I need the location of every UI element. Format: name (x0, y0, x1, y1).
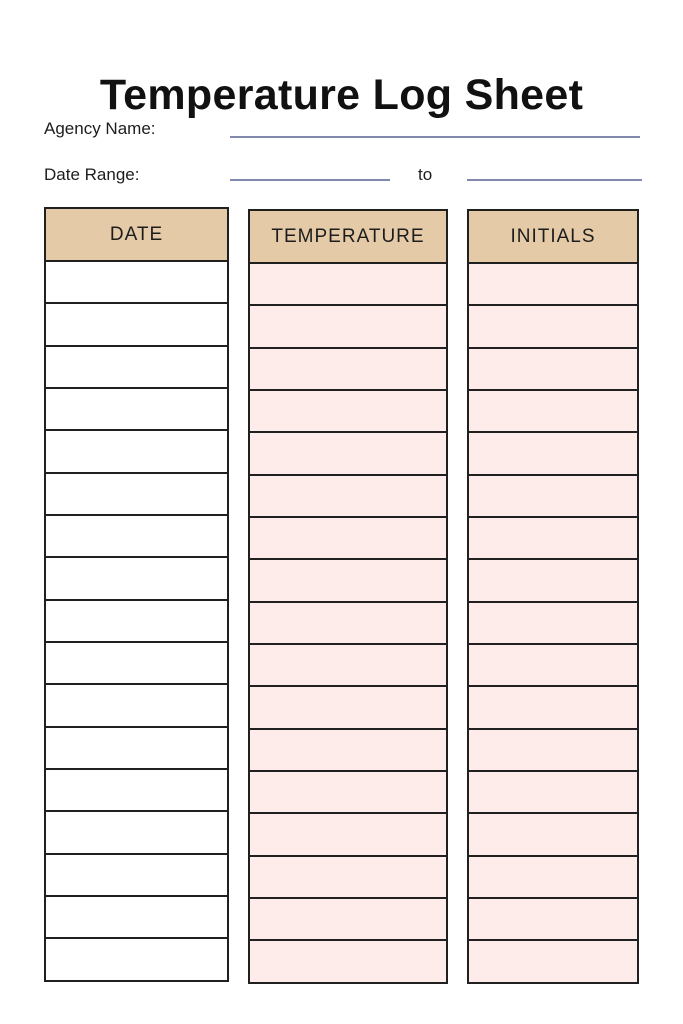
log-cell-date[interactable] (46, 345, 227, 387)
log-cell-date[interactable] (46, 810, 227, 852)
log-cell-date[interactable] (46, 895, 227, 937)
log-cell-date[interactable] (46, 726, 227, 768)
log-cell-initials[interactable] (469, 389, 637, 431)
log-cell-initials[interactable] (469, 347, 637, 389)
log-cell-initials[interactable] (469, 262, 637, 304)
log-cell-temperature[interactable] (250, 770, 446, 812)
date-range-label: Date Range: (44, 165, 140, 184)
log-cell-date[interactable] (46, 302, 227, 344)
log-cell-temperature[interactable] (250, 474, 446, 516)
log-cell-temperature[interactable] (250, 389, 446, 431)
agency-name-input-line[interactable] (230, 136, 640, 138)
log-column-date (44, 207, 229, 982)
log-cell-date[interactable] (46, 472, 227, 514)
log-column-temperature (248, 209, 448, 984)
column-header-initials: INITIALS (469, 211, 637, 262)
log-cell-initials[interactable] (469, 558, 637, 600)
log-cell-temperature[interactable] (250, 897, 446, 939)
log-cell-temperature[interactable] (250, 685, 446, 727)
log-cell-initials[interactable] (469, 304, 637, 346)
log-cell-temperature[interactable] (250, 601, 446, 643)
log-cell-date[interactable] (46, 937, 227, 979)
log-cell-date[interactable] (46, 556, 227, 598)
log-cell-initials[interactable] (469, 728, 637, 770)
log-cell-initials[interactable] (469, 516, 637, 558)
log-cell-initials[interactable] (469, 770, 637, 812)
log-cell-initials[interactable] (469, 812, 637, 854)
log-cell-temperature[interactable] (250, 262, 446, 304)
log-cell-date[interactable] (46, 387, 227, 429)
log-cell-temperature[interactable] (250, 855, 446, 897)
log-cell-date[interactable] (46, 641, 227, 683)
column-rows-temperature (250, 262, 446, 982)
log-cell-temperature[interactable] (250, 347, 446, 389)
column-rows-date (46, 260, 227, 980)
log-cell-date[interactable] (46, 429, 227, 471)
log-cell-initials[interactable] (469, 897, 637, 939)
log-cell-temperature[interactable] (250, 728, 446, 770)
date-range-start-input-line[interactable] (230, 179, 390, 181)
log-cell-date[interactable] (46, 599, 227, 641)
log-cell-temperature[interactable] (250, 304, 446, 346)
date-range-end-input-line[interactable] (467, 179, 642, 181)
log-cell-temperature[interactable] (250, 643, 446, 685)
log-cell-date[interactable] (46, 768, 227, 810)
log-cell-temperature[interactable] (250, 516, 446, 558)
log-cell-temperature[interactable] (250, 812, 446, 854)
log-cell-initials[interactable] (469, 855, 637, 897)
log-cell-temperature[interactable] (250, 431, 446, 473)
log-cell-temperature[interactable] (250, 558, 446, 600)
log-cell-date[interactable] (46, 683, 227, 725)
log-cell-initials[interactable] (469, 474, 637, 516)
log-cell-initials[interactable] (469, 685, 637, 727)
agency-name-label: Agency Name: (44, 119, 156, 138)
log-cell-initials[interactable] (469, 643, 637, 685)
page-title: Temperature Log Sheet (99, 70, 584, 119)
date-range-to-label: to (418, 165, 433, 184)
column-rows-initials (469, 262, 637, 982)
log-cell-date[interactable] (46, 853, 227, 895)
log-cell-date[interactable] (46, 260, 227, 302)
log-cell-temperature[interactable] (250, 939, 446, 981)
log-cell-initials[interactable] (469, 601, 637, 643)
column-header-date: DATE (46, 209, 227, 260)
log-column-initials (467, 209, 639, 984)
log-cell-initials[interactable] (469, 939, 637, 981)
log-cell-initials[interactable] (469, 431, 637, 473)
column-header-temperature: TEMPERATURE (250, 211, 446, 262)
log-cell-date[interactable] (46, 514, 227, 556)
